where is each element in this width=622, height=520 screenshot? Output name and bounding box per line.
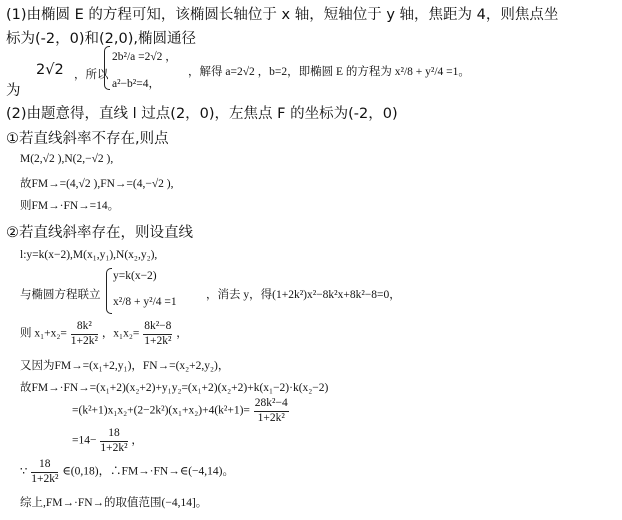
system-eq2: a²−b²=4， — [112, 78, 160, 90]
vieta-sum-denominator: 1+2k² — [70, 334, 98, 347]
dot-step2 — [72, 398, 290, 424]
range-line — [20, 459, 234, 485]
case1-vectors: 故FM→=(4,√2 ),FN→=(4,−√2 ), — [20, 178, 174, 190]
case1-title: ①若直线斜率不存在,则点 — [6, 131, 169, 147]
part2-heading: (2)由题意得，直线 l 过点(2，0)，左焦点 F 的坐标为(-2，0) — [6, 106, 398, 122]
dot-step2-numerator: 28k²−4 — [254, 398, 289, 412]
part1-line2: 标为(-2，0)和(2,0),椭圆通径 — [6, 31, 196, 47]
case1-points: M(2,√2 ),N(2,−√2 ), — [20, 153, 114, 165]
system-eq1: 2b²/a =2√2 ， — [112, 51, 177, 63]
case2-setup: l:y=k(x−2),M(x₁,y₁),N(x₂,y₂), — [20, 249, 158, 261]
case2-title: ②若直线斜率存在，则设直线 — [6, 225, 193, 241]
vieta-sum-fraction — [71, 321, 98, 347]
dot-step2-denominator: 1+2k² — [257, 411, 285, 424]
vieta-prod-numerator: 8k²−8 — [143, 321, 172, 335]
case1-dot: 则FM→·FN→=14。 — [20, 200, 120, 212]
vieta-mid: ，x₁x₂= — [101, 327, 140, 340]
combine-pre: 与椭圆方程联立 — [20, 289, 101, 301]
dot-step3-denominator: 1+2k² — [100, 441, 128, 454]
part1-line1: (1)由椭圆 E 的方程可知，该椭圆长轴位于 x 轴，短轴位于 y 轴，焦距为 4，则焦点坐 — [6, 7, 559, 23]
range-denominator: 1+2k² — [31, 472, 59, 485]
vieta-prod-denominator: 1+2k² — [144, 334, 172, 347]
system-brace — [104, 46, 110, 90]
vieta-sum-numerator: 8k² — [71, 321, 98, 335]
vieta-prod-fraction — [143, 321, 172, 347]
combine-sys1: y=k(x−2) — [113, 270, 157, 282]
dot-step1: 故FM→·FN→=(x₁+2)(x₂+2)+y₁y₂=(x₁+2)(x₂+2)+k(x₁−2)·k(x₂−2) — [20, 382, 329, 394]
range-numerator: 18 — [31, 459, 58, 473]
range-fraction — [31, 459, 58, 485]
part1-wei: 为 — [6, 83, 21, 99]
range-post: ∈(0,18)，∴FM→·FN→∈(−4,14)。 — [62, 465, 234, 478]
range-pre: ∵ — [20, 465, 28, 478]
dot-step3-pre: =14− — [72, 434, 97, 447]
latus-rectum-value: 2√2 — [36, 62, 64, 78]
combine-post: ，消去 y，得(1+2k²)x²−8k²x+8k²−8=0， — [206, 289, 401, 301]
dot-step2-fraction — [254, 398, 289, 424]
dot-step3 — [72, 428, 143, 454]
part1-suoyi: ，所以 — [74, 69, 109, 81]
vieta-line — [20, 321, 188, 347]
dot-step3-numerator: 18 — [100, 428, 127, 442]
dot-step2-pre: =(k²+1)x₁x₂+(2−2k²)(x₁+x₂)+4(k²+1)= — [72, 404, 250, 417]
dot-step3-fraction — [100, 428, 127, 454]
vieta-pre: 则 x₁+x₂= — [20, 327, 67, 340]
vieta-end: ， — [176, 327, 188, 340]
combine-brace — [106, 268, 112, 314]
dot-step3-end: ， — [131, 434, 143, 447]
vector-definition: 又因为FM→=(x₁+2,y₁)，FN→=(x₂+2,y₂)， — [20, 360, 230, 372]
part1-conclusion: ，解得 a=2√2 ，b=2，即椭圆 E 的方程为 x²/8 + y²/4 =1。 — [188, 66, 470, 78]
summary: 综上,FM→·FN→的取值范围(−4,14]。 — [20, 497, 208, 509]
combine-sys2: x²/8 + y²/4 =1 — [113, 296, 177, 308]
